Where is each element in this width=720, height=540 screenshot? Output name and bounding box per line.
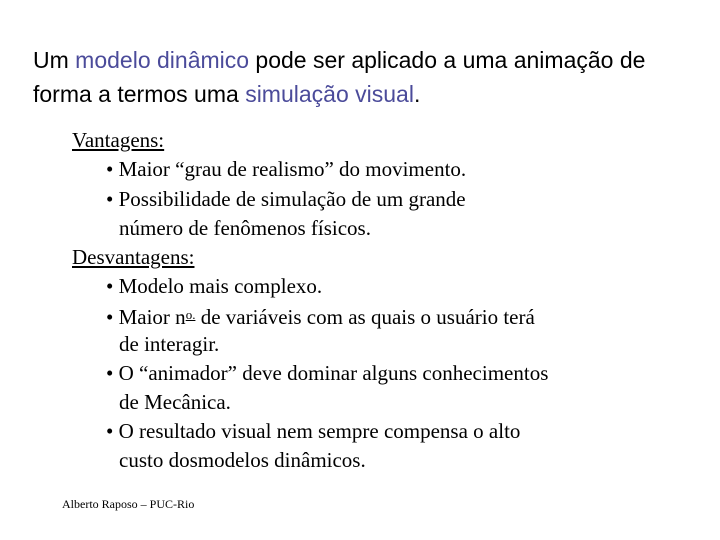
disadvantage-item-continuation: de interagir.	[119, 332, 220, 356]
headline-accent-2: simulação visual	[245, 81, 414, 107]
headline-text-1: Um	[33, 47, 76, 73]
slide-footer: Alberto Raposo – PUC-Rio	[62, 497, 195, 511]
headline-text-2: pode ser aplicado a uma animação de forma a termos uma	[33, 47, 646, 107]
disadvantage-item: • O resultado visual nem sempre compensa o alto	[106, 419, 521, 443]
advantage-item: • Possibilidade de simulação de um grande	[106, 187, 466, 211]
disadvantage-item-rest: de variáveis com as quais o usuário terá	[195, 305, 535, 329]
headline-accent-1: modelo dinâmico	[75, 47, 250, 73]
disadvantages-heading: Desvantagens:	[72, 245, 195, 269]
advantage-item-continuation: número de fenômenos físicos.	[119, 216, 371, 240]
slide-headline	[33, 43, 693, 111]
disadvantage-item: • O “animador” deve dominar alguns conhecimentos	[106, 361, 549, 385]
headline-text-3: .	[413, 81, 421, 107]
advantage-item: • Maior “grau de realismo” do movimento.	[106, 157, 467, 181]
disadvantage-item	[106, 301, 535, 331]
disadvantage-item: • Modelo mais complexo.	[106, 274, 323, 298]
advantages-heading: Vantagens:	[72, 128, 165, 152]
disadvantage-item-continuation: custo dosmodelos dinâmicos.	[119, 448, 366, 472]
disadvantage-item-continuation: de Mecânica.	[119, 390, 231, 414]
disadvantage-item-prefix: • Maior n	[106, 305, 186, 329]
number-abbreviation-superscript: o.	[185, 307, 196, 322]
